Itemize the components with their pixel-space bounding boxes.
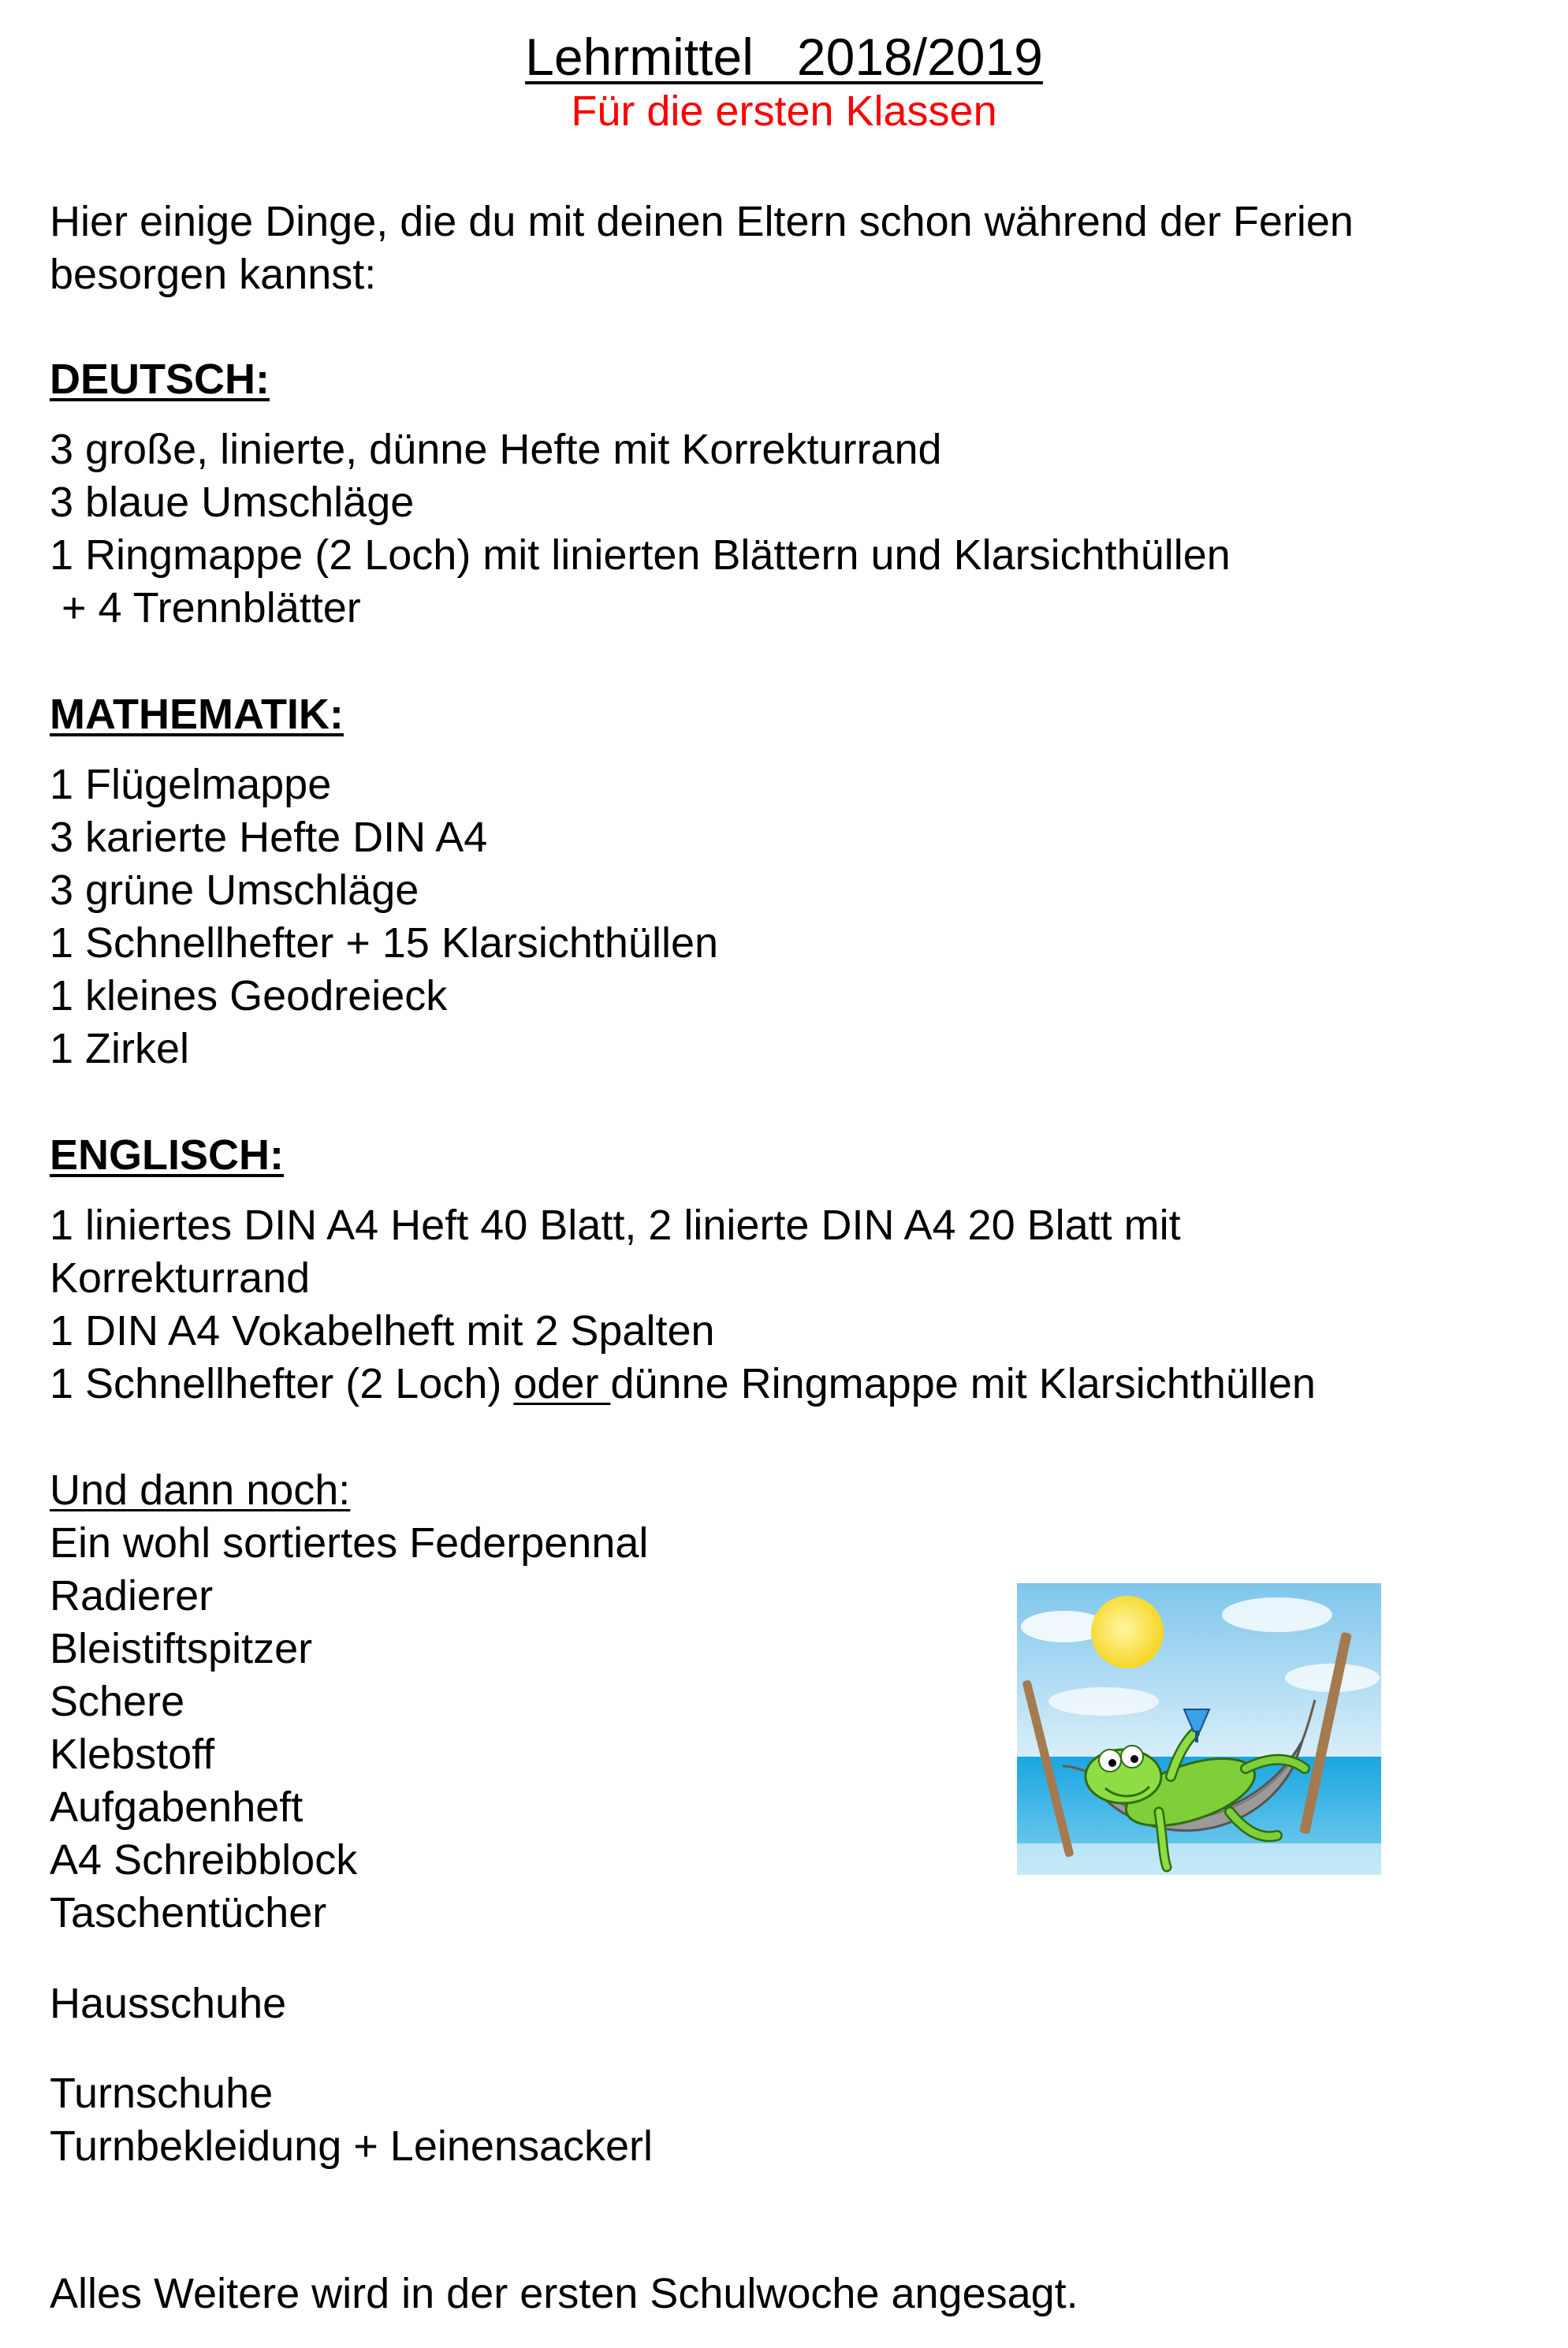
list-item: 1 kleines Geodreieck — [50, 972, 448, 1019]
list-item — [50, 1358, 1316, 1411]
list-item: Turnbekleidung + Leinensackerl — [50, 2123, 653, 2170]
list-item: 3 karierte Hefte DIN A4 — [50, 814, 488, 861]
list-item: 3 große, linierte, dünne Hefte mit Korrekturrand — [50, 426, 942, 473]
list-item: 1 Flügelmappe — [50, 761, 332, 808]
section-heading-deutsch: DEUTSCH: — [50, 356, 270, 403]
underlined-word-oder: oder — [513, 1360, 611, 1407]
list-item-hausschuhe: Hausschuhe — [50, 1980, 287, 2027]
section-heading-sonstiges: Und dann noch: — [50, 1467, 351, 1514]
frog-in-hammock-illustration — [1017, 1583, 1381, 1906]
list-item: 3 blaue Umschläge — [50, 479, 415, 526]
list-item: 1 DIN A4 Vokabelheft mit 2 Spalten — [50, 1307, 715, 1355]
list-item: 1 liniertes DIN A4 Heft 40 Blatt, 2 linierte DIN A4 20 Blatt mit — [50, 1202, 1181, 1249]
list-item: Taschentücher — [50, 1889, 327, 1936]
section-heading-englisch: ENGLISCH: — [50, 1131, 284, 1179]
list-item: Aufgabenheft — [50, 1783, 304, 1831]
list-item: 3 grüne Umschläge — [50, 867, 419, 914]
list-item: Klebstoff — [50, 1731, 215, 1778]
list-item: Ein wohl sortiertes Federpennal — [50, 1519, 649, 1567]
list-item: Turnschuhe — [50, 2070, 274, 2117]
list-item: Schere — [50, 1678, 185, 1725]
list-item: Radierer — [50, 1572, 214, 1619]
list-item-part: 1 Schnellhefter (2 Loch) — [50, 1360, 514, 1407]
intro-line-1: Hier einige Dinge, die du mit deinen Eltern schon während der Ferien — [50, 198, 1354, 245]
document-subtitle: Für die ersten Klassen — [571, 88, 997, 135]
list-item-part: dünne Ringmappe mit Klarsichthüllen — [610, 1360, 1316, 1407]
list-item: 1 Schnellhefter + 15 Klarsichthüllen — [50, 919, 719, 967]
document-title: Lehrmittel 2018/2019 — [525, 28, 1043, 86]
list-item: 1 Ringmappe (2 Loch) mit linierten Blättern und Klarsichthüllen — [50, 531, 1231, 579]
list-item: Korrekturrand — [50, 1254, 311, 1302]
intro-line-2: besorgen kannst: — [50, 251, 377, 298]
section-heading-mathematik: MATHEMATIK: — [50, 691, 344, 738]
list-item: Bleistiftspitzer — [50, 1625, 313, 1672]
footer-note: Alles Weitere wird in der ersten Schulwoche angesagt. — [50, 2270, 1078, 2317]
list-item: + 4 Trennblätter — [50, 584, 361, 632]
list-item: 1 Zirkel — [50, 1025, 190, 1072]
list-item: A4 Schreibblock — [50, 1836, 358, 1884]
